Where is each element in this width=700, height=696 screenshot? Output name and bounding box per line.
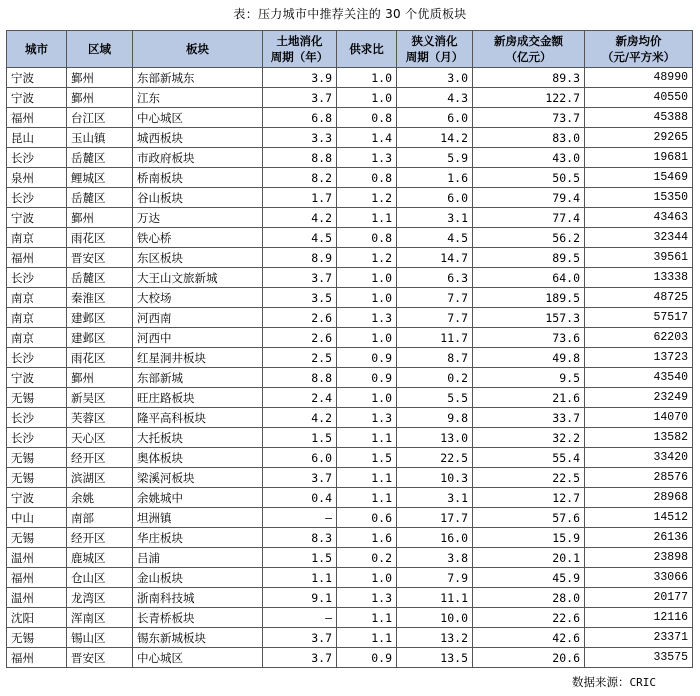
cell-amount: 83.0: [473, 128, 585, 148]
cell-city: 无锡: [7, 528, 67, 548]
header-text: 新房均价: [615, 34, 662, 48]
cell-supply-demand: 1.0: [337, 268, 397, 288]
table-row: [7, 108, 693, 128]
cell-block: 红星洞井板块: [133, 348, 263, 368]
cell-block: 华庄板块: [133, 528, 263, 548]
cell-district: 浑南区: [67, 608, 133, 628]
table-row: [7, 128, 693, 148]
cell-land-cycle: 6.8: [263, 108, 337, 128]
cell-district: 玉山镇: [67, 128, 133, 148]
header-text: 周期（年）: [270, 50, 329, 64]
cell-amount: 57.6: [473, 508, 585, 528]
cell-supply-demand: 1.3: [337, 588, 397, 608]
cell-city: 宁波: [7, 488, 67, 508]
cell-price: 45388: [585, 108, 693, 128]
cell-absorb-cycle: 13.0: [397, 428, 473, 448]
cell-price: 15350: [585, 188, 693, 208]
cell-block: 铁心桥: [133, 228, 263, 248]
cell-supply-demand: 1.1: [337, 428, 397, 448]
cell-land-cycle: 1.5: [263, 428, 337, 448]
cell-city: 南京: [7, 228, 67, 248]
cell-block: 中心城区: [133, 108, 263, 128]
table-row: [7, 448, 693, 468]
cell-district: 鄞州: [67, 368, 133, 388]
cell-land-cycle: 8.8: [263, 148, 337, 168]
cell-price: 19681: [585, 148, 693, 168]
cell-city: 温州: [7, 548, 67, 568]
cell-supply-demand: 1.6: [337, 528, 397, 548]
cell-block: 城西板块: [133, 128, 263, 148]
cell-land-cycle: 8.3: [263, 528, 337, 548]
header-city: [7, 31, 67, 68]
cell-price: 14070: [585, 408, 693, 428]
cell-price: 57517: [585, 308, 693, 328]
cell-block: 桥南板块: [133, 168, 263, 188]
cell-city: 长沙: [7, 428, 67, 448]
cell-block: 大校场: [133, 288, 263, 308]
cell-city: 南京: [7, 328, 67, 348]
cell-land-cycle: 4.2: [263, 208, 337, 228]
cell-price: 28576: [585, 468, 693, 488]
cell-price: 48725: [585, 288, 693, 308]
cell-price: 12116: [585, 608, 693, 628]
cell-district: 天心区: [67, 428, 133, 448]
header-text: 区域: [88, 42, 111, 56]
cell-price: 13582: [585, 428, 693, 448]
header-text: 板块: [186, 42, 209, 56]
cell-supply-demand: 1.0: [337, 288, 397, 308]
cell-absorb-cycle: 4.5: [397, 228, 473, 248]
cell-city: 南京: [7, 288, 67, 308]
table-row: [7, 548, 693, 568]
table-row: [7, 488, 693, 508]
cell-land-cycle: –: [263, 608, 337, 628]
header-text: 周期（月）: [405, 50, 464, 64]
cell-district: 雨花区: [67, 348, 133, 368]
cell-land-cycle: 3.7: [263, 88, 337, 108]
cell-amount: 12.7: [473, 488, 585, 508]
cell-district: 南部: [67, 508, 133, 528]
table-row: [7, 588, 693, 608]
cell-price: 20177: [585, 588, 693, 608]
cell-land-cycle: 4.5: [263, 228, 337, 248]
table-row: [7, 428, 693, 448]
cell-supply-demand: 1.3: [337, 308, 397, 328]
cell-city: 温州: [7, 588, 67, 608]
cell-city: 昆山: [7, 128, 67, 148]
cell-city: 福州: [7, 648, 67, 668]
cell-amount: 21.6: [473, 388, 585, 408]
cell-supply-demand: 1.2: [337, 188, 397, 208]
cell-city: 福州: [7, 248, 67, 268]
cell-supply-demand: 1.1: [337, 608, 397, 628]
cell-land-cycle: 8.9: [263, 248, 337, 268]
cell-amount: 77.4: [473, 208, 585, 228]
header-land-cycle: [263, 31, 337, 68]
cell-supply-demand: 0.8: [337, 228, 397, 248]
table-row: [7, 648, 693, 668]
header-text: 城市: [25, 42, 48, 56]
cell-price: 43540: [585, 368, 693, 388]
cell-absorb-cycle: 14.2: [397, 128, 473, 148]
cell-supply-demand: 0.9: [337, 368, 397, 388]
table-row: [7, 168, 693, 188]
cell-price: 48990: [585, 68, 693, 88]
cell-supply-demand: 1.1: [337, 628, 397, 648]
cell-amount: 49.8: [473, 348, 585, 368]
cell-city: 宁波: [7, 68, 67, 88]
table-row: [7, 188, 693, 208]
cell-amount: 55.4: [473, 448, 585, 468]
cell-absorb-cycle: 7.9: [397, 568, 473, 588]
cell-absorb-cycle: 7.7: [397, 288, 473, 308]
cell-price: 33420: [585, 448, 693, 468]
header-supply-demand: [337, 31, 397, 68]
cell-supply-demand: 0.8: [337, 108, 397, 128]
cell-absorb-cycle: 10.0: [397, 608, 473, 628]
cell-absorb-cycle: 17.7: [397, 508, 473, 528]
cell-district: 建邺区: [67, 328, 133, 348]
cell-absorb-cycle: 6.3: [397, 268, 473, 288]
source-label: 数据来源：: [572, 675, 630, 689]
cell-district: 锡山区: [67, 628, 133, 648]
cell-district: 岳麓区: [67, 268, 133, 288]
cell-absorb-cycle: 3.1: [397, 488, 473, 508]
cell-land-cycle: 1.5: [263, 548, 337, 568]
header-district: [67, 31, 133, 68]
cell-district: 晋安区: [67, 648, 133, 668]
cell-supply-demand: 0.9: [337, 648, 397, 668]
cell-district: 芙蓉区: [67, 408, 133, 428]
cell-amount: 20.6: [473, 648, 585, 668]
data-table: [6, 30, 693, 668]
cell-price: 39561: [585, 248, 693, 268]
cell-block: 东部新城东: [133, 68, 263, 88]
header-amount: [473, 31, 585, 68]
cell-city: 无锡: [7, 448, 67, 468]
cell-block: 余姚城中: [133, 488, 263, 508]
cell-supply-demand: 1.0: [337, 88, 397, 108]
cell-city: 福州: [7, 108, 67, 128]
cell-block: 江东: [133, 88, 263, 108]
cell-supply-demand: 1.1: [337, 208, 397, 228]
table-row: [7, 608, 693, 628]
cell-block: 奥体板块: [133, 448, 263, 468]
cell-city: 南京: [7, 308, 67, 328]
cell-amount: 28.0: [473, 588, 585, 608]
cell-block: 万达: [133, 208, 263, 228]
cell-city: 长沙: [7, 148, 67, 168]
cell-amount: 9.5: [473, 368, 585, 388]
cell-block: 东部新城: [133, 368, 263, 388]
cell-district: 晋安区: [67, 248, 133, 268]
cell-block: 河西南: [133, 308, 263, 328]
cell-absorb-cycle: 11.7: [397, 328, 473, 348]
table-row: [7, 288, 693, 308]
cell-price: 23898: [585, 548, 693, 568]
cell-amount: 79.4: [473, 188, 585, 208]
cell-amount: 157.3: [473, 308, 585, 328]
cell-district: 滨湖区: [67, 468, 133, 488]
cell-block: 中心城区: [133, 648, 263, 668]
cell-district: 新吴区: [67, 388, 133, 408]
cell-land-cycle: 2.6: [263, 328, 337, 348]
table-row: [7, 508, 693, 528]
cell-amount: 73.7: [473, 108, 585, 128]
cell-supply-demand: 1.2: [337, 248, 397, 268]
header-text: 供求比: [349, 42, 384, 56]
cell-amount: 32.2: [473, 428, 585, 448]
cell-supply-demand: 1.4: [337, 128, 397, 148]
cell-city: 长沙: [7, 188, 67, 208]
table-row: [7, 368, 693, 388]
cell-price: 13338: [585, 268, 693, 288]
cell-block: 大托板块: [133, 428, 263, 448]
header-text: （亿元）: [505, 50, 552, 64]
cell-absorb-cycle: 5.9: [397, 148, 473, 168]
cell-absorb-cycle: 13.2: [397, 628, 473, 648]
cell-city: 长沙: [7, 408, 67, 428]
cell-supply-demand: 0.6: [337, 508, 397, 528]
cell-amount: 50.5: [473, 168, 585, 188]
cell-land-cycle: 3.9: [263, 68, 337, 88]
cell-price: 14512: [585, 508, 693, 528]
cell-price: 33066: [585, 568, 693, 588]
cell-supply-demand: 0.2: [337, 548, 397, 568]
cell-price: 32344: [585, 228, 693, 248]
cell-district: 鄞州: [67, 208, 133, 228]
header-row: [7, 31, 693, 68]
cell-block: 浙南科技城: [133, 588, 263, 608]
cell-amount: 73.6: [473, 328, 585, 348]
cell-land-cycle: –: [263, 508, 337, 528]
cell-land-cycle: 1.1: [263, 568, 337, 588]
cell-supply-demand: 1.1: [337, 488, 397, 508]
cell-land-cycle: 0.4: [263, 488, 337, 508]
cell-city: 宁波: [7, 368, 67, 388]
cell-city: 无锡: [7, 468, 67, 488]
cell-land-cycle: 6.0: [263, 448, 337, 468]
cell-land-cycle: 2.4: [263, 388, 337, 408]
cell-supply-demand: 1.5: [337, 448, 397, 468]
header-price: [585, 31, 693, 68]
cell-supply-demand: 0.9: [337, 348, 397, 368]
cell-amount: 15.9: [473, 528, 585, 548]
cell-supply-demand: 1.1: [337, 468, 397, 488]
cell-block: 长青桥板块: [133, 608, 263, 628]
table-row: [7, 268, 693, 288]
cell-absorb-cycle: 6.0: [397, 108, 473, 128]
cell-absorb-cycle: 3.8: [397, 548, 473, 568]
cell-district: 岳麓区: [67, 188, 133, 208]
cell-absorb-cycle: 0.2: [397, 368, 473, 388]
table-row: [7, 348, 693, 368]
cell-amount: 64.0: [473, 268, 585, 288]
cell-absorb-cycle: 4.3: [397, 88, 473, 108]
header-block: [133, 31, 263, 68]
cell-amount: 189.5: [473, 288, 585, 308]
cell-city: 无锡: [7, 628, 67, 648]
cell-land-cycle: 3.3: [263, 128, 337, 148]
table-row: [7, 528, 693, 548]
cell-land-cycle: 8.2: [263, 168, 337, 188]
cell-absorb-cycle: 22.5: [397, 448, 473, 468]
cell-absorb-cycle: 1.6: [397, 168, 473, 188]
cell-price: 62203: [585, 328, 693, 348]
cell-block: 谷山板块: [133, 188, 263, 208]
header-text: 土地消化: [276, 34, 323, 48]
cell-district: 建邺区: [67, 308, 133, 328]
table-title: 表：压力城市中推荐关注的 30 个优质板块: [233, 7, 467, 21]
cell-district: 鄞州: [67, 68, 133, 88]
cell-amount: 20.1: [473, 548, 585, 568]
cell-price: 15469: [585, 168, 693, 188]
table-row: [7, 148, 693, 168]
cell-land-cycle: 4.2: [263, 408, 337, 428]
cell-city: 沈阳: [7, 608, 67, 628]
cell-supply-demand: 1.0: [337, 388, 397, 408]
cell-supply-demand: 1.0: [337, 568, 397, 588]
cell-block: 坦洲镇: [133, 508, 263, 528]
cell-land-cycle: 1.7: [263, 188, 337, 208]
table-row: [7, 308, 693, 328]
cell-block: 大王山文旅新城: [133, 268, 263, 288]
cell-land-cycle: 3.7: [263, 468, 337, 488]
cell-price: 13723: [585, 348, 693, 368]
cell-city: 长沙: [7, 348, 67, 368]
cell-price: 43463: [585, 208, 693, 228]
cell-land-cycle: 8.8: [263, 368, 337, 388]
table-row: [7, 628, 693, 648]
cell-block: 河西中: [133, 328, 263, 348]
cell-absorb-cycle: 5.5: [397, 388, 473, 408]
cell-absorb-cycle: 7.7: [397, 308, 473, 328]
cell-amount: 43.0: [473, 148, 585, 168]
cell-city: 宁波: [7, 88, 67, 108]
cell-district: 岳麓区: [67, 148, 133, 168]
cell-district: 龙湾区: [67, 588, 133, 608]
table-row: [7, 228, 693, 248]
cell-district: 经开区: [67, 528, 133, 548]
table-row: [7, 568, 693, 588]
cell-price: 29265: [585, 128, 693, 148]
cell-supply-demand: 1.3: [337, 408, 397, 428]
cell-supply-demand: 1.0: [337, 328, 397, 348]
cell-amount: 56.2: [473, 228, 585, 248]
cell-land-cycle: 3.7: [263, 268, 337, 288]
cell-price: 26136: [585, 528, 693, 548]
cell-block: 金山板块: [133, 568, 263, 588]
table-row: [7, 408, 693, 428]
table-row: [7, 328, 693, 348]
cell-district: 余姚: [67, 488, 133, 508]
header-absorb-cycle: [397, 31, 473, 68]
cell-land-cycle: 3.5: [263, 288, 337, 308]
cell-block: 吕浦: [133, 548, 263, 568]
cell-absorb-cycle: 8.7: [397, 348, 473, 368]
table-row: [7, 468, 693, 488]
cell-district: 经开区: [67, 448, 133, 468]
cell-absorb-cycle: 3.1: [397, 208, 473, 228]
cell-price: 33575: [585, 648, 693, 668]
header-text: 新房成交金额: [494, 34, 563, 48]
cell-absorb-cycle: 13.5: [397, 648, 473, 668]
cell-amount: 89.3: [473, 68, 585, 88]
cell-city: 长沙: [7, 268, 67, 288]
cell-supply-demand: 1.0: [337, 68, 397, 88]
table-row: [7, 248, 693, 268]
cell-block: 市政府板块: [133, 148, 263, 168]
table-row: [7, 88, 693, 108]
cell-district: 台江区: [67, 108, 133, 128]
cell-district: 鲤城区: [67, 168, 133, 188]
cell-absorb-cycle: 10.3: [397, 468, 473, 488]
table-row: [7, 388, 693, 408]
table-body: [7, 68, 693, 668]
cell-city: 宁波: [7, 208, 67, 228]
cell-city: 中山: [7, 508, 67, 528]
cell-absorb-cycle: 3.0: [397, 68, 473, 88]
cell-land-cycle: 9.1: [263, 588, 337, 608]
source-value: CRIC: [629, 676, 656, 689]
cell-price: 28968: [585, 488, 693, 508]
cell-city: 泉州: [7, 168, 67, 188]
cell-amount: 89.5: [473, 248, 585, 268]
cell-land-cycle: 2.5: [263, 348, 337, 368]
cell-land-cycle: 2.6: [263, 308, 337, 328]
cell-city: 福州: [7, 568, 67, 588]
cell-block: 东区板块: [133, 248, 263, 268]
source-note: [572, 674, 656, 691]
cell-district: 秦淮区: [67, 288, 133, 308]
cell-block: 梁溪河板块: [133, 468, 263, 488]
cell-absorb-cycle: 6.0: [397, 188, 473, 208]
cell-amount: 45.9: [473, 568, 585, 588]
header-text: （元/平方米）: [601, 50, 676, 64]
cell-absorb-cycle: 9.8: [397, 408, 473, 428]
cell-price: 40550: [585, 88, 693, 108]
cell-district: 雨花区: [67, 228, 133, 248]
cell-amount: 22.5: [473, 468, 585, 488]
cell-price: 23371: [585, 628, 693, 648]
cell-absorb-cycle: 16.0: [397, 528, 473, 548]
cell-block: 隆平高科板块: [133, 408, 263, 428]
cell-district: 鄞州: [67, 88, 133, 108]
cell-city: 无锡: [7, 388, 67, 408]
cell-block: 旺庄路板块: [133, 388, 263, 408]
cell-land-cycle: 3.7: [263, 628, 337, 648]
cell-amount: 22.6: [473, 608, 585, 628]
cell-amount: 33.7: [473, 408, 585, 428]
cell-price: 23249: [585, 388, 693, 408]
header-text: 狭义消化: [411, 34, 458, 48]
table-row: [7, 208, 693, 228]
cell-block: 锡东新城板块: [133, 628, 263, 648]
cell-absorb-cycle: 14.7: [397, 248, 473, 268]
cell-land-cycle: 3.7: [263, 648, 337, 668]
cell-district: 鹿城区: [67, 548, 133, 568]
table-row: [7, 68, 693, 88]
cell-supply-demand: 0.8: [337, 168, 397, 188]
cell-amount: 42.6: [473, 628, 585, 648]
cell-district: 仓山区: [67, 568, 133, 588]
cell-amount: 122.7: [473, 88, 585, 108]
cell-supply-demand: 1.3: [337, 148, 397, 168]
cell-absorb-cycle: 11.1: [397, 588, 473, 608]
